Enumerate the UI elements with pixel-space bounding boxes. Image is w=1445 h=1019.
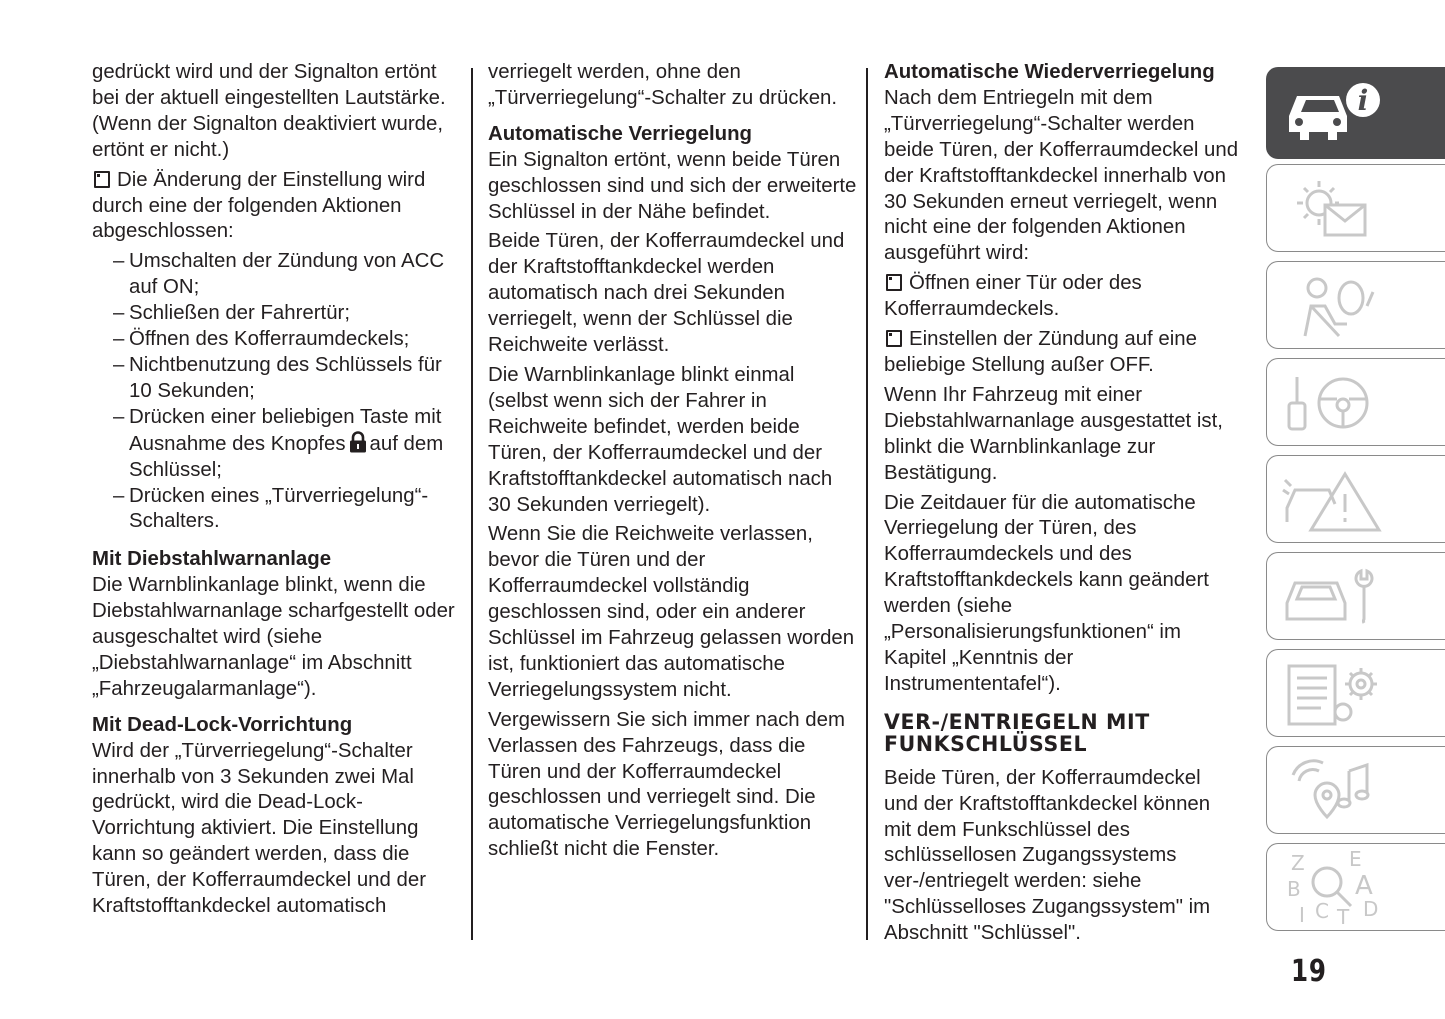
index-letter: E [1349, 848, 1362, 871]
text-column-2 [488, 60, 858, 867]
section-heading: Automatische Wiederverriegelung [884, 61, 1215, 83]
index-letter: Z [1291, 851, 1305, 875]
paragraph: Ein Signalton ertönt, wenn beide Türen geschlossen sind und sich der erweiterte Schlüssel in der Nähe befindet. [488, 148, 857, 223]
list-item: – Nichtbenutzung des Schlüssels für 10 Sekunden; [129, 353, 464, 405]
paragraph: Nach dem Entriegeln mit dem „Türverriegelung“-Schalter werden beide Türen, der Kofferraumdeckel und der Kraftstofftankdeckel innerhalb von 30 Sekunden erneut verriegelt, wenn nicht eine der folgenden Aktionen ausgeführt wird: [884, 86, 1239, 265]
bullet-text: Einstellen der Zündung auf eine beliebige Stellung außer OFF. [884, 328, 1197, 376]
tab-car-info[interactable] [1266, 67, 1445, 159]
paragraph: Vergewissern Sie sich immer nach dem Verlassen des Fahrzeugs, dass die Türen und der Kofferraumdeckel geschlossen und verriegelt sind. Die automatische Verriegelungsfunktion schließt nicht die Fenster. [488, 708, 845, 861]
list-item-text-suffix: auf dem Schlüssel; [129, 432, 444, 481]
bullet-text: Die Änderung der Einstellung wird durch eine der folgenden Aktionen abgeschlossen: [92, 168, 426, 243]
paragraph: Beide Türen, der Kofferraumdeckel und der Kraftstofftankdeckel werden automatisch nach drei Sekunden verriegelt, wenn der Schlüssel die Reichweite verlässt. [488, 230, 845, 357]
heading-line: FUNKSCHLÜSSEL [884, 730, 1088, 756]
text-column-3 [884, 60, 1239, 951]
bullet-paragraph [884, 327, 1239, 379]
specs-gears-icon [1279, 654, 1389, 734]
chapter-heading [884, 708, 1239, 756]
page-number: 19 [1291, 954, 1327, 989]
key-steering-wheel-icon [1279, 363, 1389, 443]
column-divider [866, 68, 868, 940]
tab-lights-mail[interactable] [1266, 164, 1445, 252]
list-item: – Drücken eines „Türverriegelung“-Schalters. [129, 484, 464, 536]
section-heading: Mit Diebstahlwarnanlage [92, 548, 332, 571]
media-navigation-icon [1279, 751, 1389, 831]
paragraph: Die Warnblinkanlage blinkt einmal (selbst wenn sich der Fahrer in Reichweite befindet, werden beide Türen, der Kofferraumdeckel und der Kraftstofftankdeckel automatisch nach 30 Sekunden verriegelt). [488, 363, 833, 516]
padlock-icon [349, 431, 367, 453]
bullet-text: Öffnen einer Tür oder des Kofferraumdeckels. [884, 272, 1142, 321]
alphabetical-index-icon [1279, 848, 1389, 928]
tab-warning[interactable] [1266, 455, 1445, 543]
paragraph: gedrückt wird und der Signalton ertönt bei der aktuell eingestellten Lautstärke. (Wenn der Signalton deaktiviert wurde, ertönt er nicht.) [92, 61, 446, 161]
list-item: – Umschalten der Zündung von ACC auf ON; [129, 249, 464, 301]
list-item: – Öffnen des Kofferraumdeckels; [129, 327, 464, 353]
lights-mail-icon [1279, 169, 1389, 249]
index-letter: T [1337, 905, 1350, 928]
column-divider [471, 68, 473, 940]
list-item [129, 405, 464, 484]
bullet-paragraph [92, 168, 464, 246]
tab-maintenance[interactable] [1266, 552, 1445, 640]
bullet-paragraph [884, 271, 1239, 323]
checkbox-bullet-icon [94, 171, 110, 188]
section-heading: Mit Dead-Lock-Vorrichtung [92, 713, 353, 736]
index-letter: C [1315, 899, 1329, 923]
heading-line: VER-/ENTRIEGELN MIT [884, 708, 1150, 734]
list-item-text: Drücken einer beliebigen Taste mit Ausnahme des Knopfes [129, 405, 442, 455]
index-letter: I [1299, 903, 1305, 927]
tab-media[interactable] [1266, 746, 1445, 834]
airbag-seatbelt-icon [1279, 266, 1389, 346]
paragraph: Wird der „Türverriegelung“-Schalter innerhalb von 3 Sekunden zwei Mal gedrückt, wird die Dead-Lock-Vorrichtung aktiviert. Die Einstellung kann so geändert werden, dass die Türen, der Kofferraumdeckel und der Kraftstofftankdeckel automatisch [92, 739, 426, 918]
paragraph: verriegelt werden, ohne den „Türverriegelung“-Schalter zu drücken. [488, 61, 838, 109]
checkbox-bullet-icon [886, 274, 902, 291]
section-heading: Automatische Verriegelung [488, 122, 753, 145]
paragraph: Beide Türen, der Kofferraumdeckel und der Kraftstofftankdeckel können mit dem Funkschlüssel des schlüssellosen Zugangssystems ver-/entriegelt werden: siehe "Schlüsselloses Zugangssystem" im Abschnitt "Schlüssel". [884, 766, 1211, 945]
tab-key-steering[interactable] [1266, 358, 1445, 446]
index-letter: A [1355, 871, 1373, 901]
car-info-icon [1279, 72, 1389, 152]
paragraph: Die Zeitdauer für die automatische Verriegelung der Türen, des Kofferraumdeckels und des Kraftstofftankdeckels kann geändert werden (siehe „Personalisierungsfunktionen“ im Kapitel „Kenntnis der Instrumententafel“). [884, 491, 1209, 695]
car-wrench-icon [1279, 557, 1389, 637]
tab-specs[interactable] [1266, 649, 1445, 737]
paragraph: Die Warnblinkanlage blinkt, wenn die Diebstahlwarnanlage scharfgestellt oder ausgeschaltet wird (siehe „Diebstahlwarnanlage“ im Abschnitt „Fahrzeugalarmanlage“). [92, 574, 455, 700]
index-letter: B [1287, 877, 1301, 901]
tab-airbag-seatbelt[interactable] [1266, 261, 1445, 349]
car-warning-triangle-icon [1279, 460, 1389, 540]
index-letter: D [1363, 897, 1379, 921]
checkbox-bullet-icon [886, 330, 902, 347]
list-item: – Schließen der Fahrertür; [129, 301, 464, 327]
svg-text:i: i [1357, 84, 1369, 117]
action-list [92, 249, 464, 535]
paragraph: Wenn Ihr Fahrzeug mit einer Diebstahlwarnanlage ausgestattet ist, blinkt die Warnblinkanlage zur Bestätigung. [884, 383, 1223, 484]
tab-index[interactable] [1266, 843, 1445, 931]
paragraph: Wenn Sie die Reichweite verlassen, bevor die Türen und der Kofferraumdeckel vollständig geschlossen sind, oder ein anderer Schlüssel im Fahrzeug gelassen worden ist, funktioniert das automatische Verriegelungssystem nicht. [488, 523, 855, 701]
text-column-1 [92, 60, 464, 924]
